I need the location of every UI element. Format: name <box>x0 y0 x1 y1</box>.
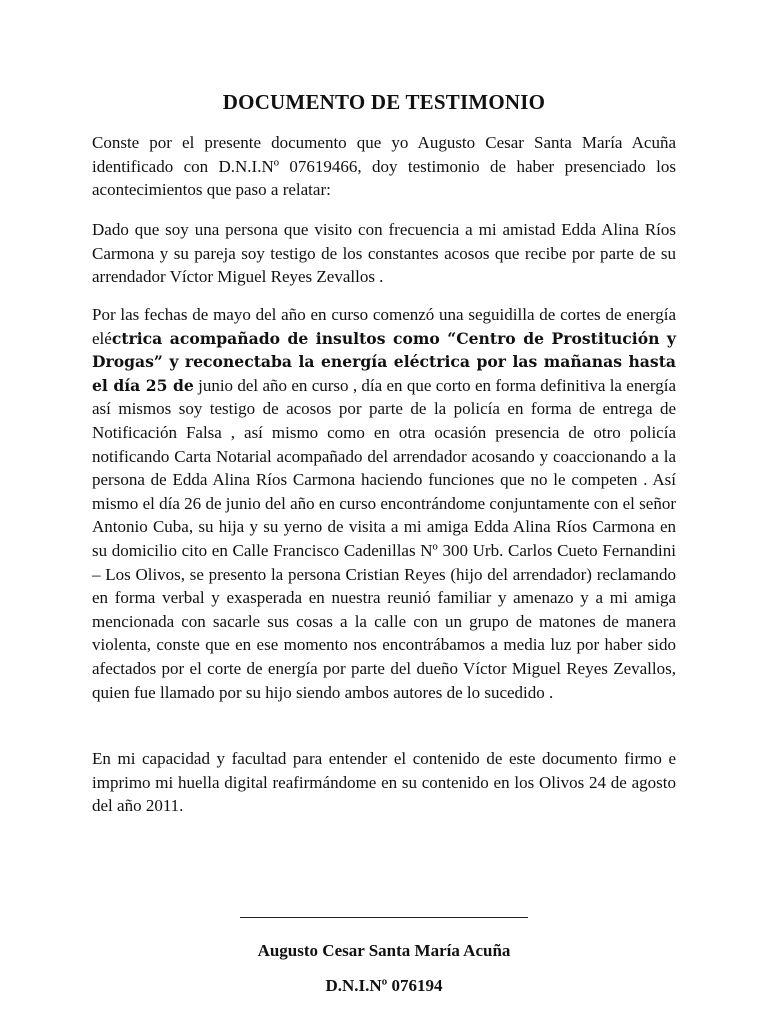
paragraph-events-lead: Por las fechas de mayo del año en curso comenzó una seguidilla de cortes de energía elé <box>92 305 676 348</box>
signature-name: Augusto Cesar Santa María Acuña <box>257 941 511 960</box>
paragraph-identification: Conste por el presente documento que yo Augusto Cesar Santa María Acuña identificado con D.N.I.Nº 07619466, doy testimonio de haber presenciado los acontecimientos que paso a relatar: <box>92 133 676 200</box>
signature-line <box>240 917 528 918</box>
signature-dni: D.N.I.Nº 076194 <box>325 976 443 995</box>
paragraph-context: Dado que soy una persona que visito con frecuencia a mi amistad Edda Alina Ríos Carmona y su pareja soy testigo de los constantes acosos que recibe por parte de su arrendador Víctor Miguel Reyes Zevallos . <box>92 220 676 287</box>
paragraph-closing: En mi capacidad y facultad para entender el contenido de este documento firmo e imprimo mi huella digital reafirmándome en su contenido en los Olivos 24 de agosto del año 2011. <box>92 749 676 816</box>
paragraph-events <box>92 303 676 704</box>
document-title: DOCUMENTO DE TESTIMONIO <box>222 90 546 114</box>
paragraph-events-rest: junio del año en curso , día en que corto en forma definitiva la energía así mismos soy testigo de acosos por parte de la policía en forma de entrega de Notificación Falsa , así mismo como en otra ocasión presencia de otro policía notificando Carta Notarial acompañado del arrendador acosando y coaccionando a la persona de Edda Alina Ríos Carmona haciendo funciones que no le competen . Así mismo el día 26 de junio del año en curso encontrándome conjuntamente con el señor Antonio Cuba, su hija y su yerno de visita a mi amiga Edda Alina Ríos Carmona en su domicilio cito en Calle Francisco Cadenillas Nº 300 Urb. Carlos Cueto Fernandini – Los Olivos, se presento la persona Cristian Reyes (hijo del arrendador) reclamando en forma verbal y exasperada en nuestra reunió familiar y amenazo y a mi amiga mencionada con sacarle sus cosas a la calle con un grupo de matones de manera violenta, conste que en ese momento nos encontrábamos a media luz por haber sido afectados por el corte de energía por parte del dueño Víctor Miguel Reyes Zevallos, quien fue llamado por su hijo siendo ambos autores de lo sucedido . <box>92 375 676 702</box>
paragraph-events-bold-run: ctrica acompañado de insultos como “Centro de Prostitución y Drogas” y reconectaba la energía eléctrica por las mañanas hasta el día 25 de <box>92 328 676 395</box>
